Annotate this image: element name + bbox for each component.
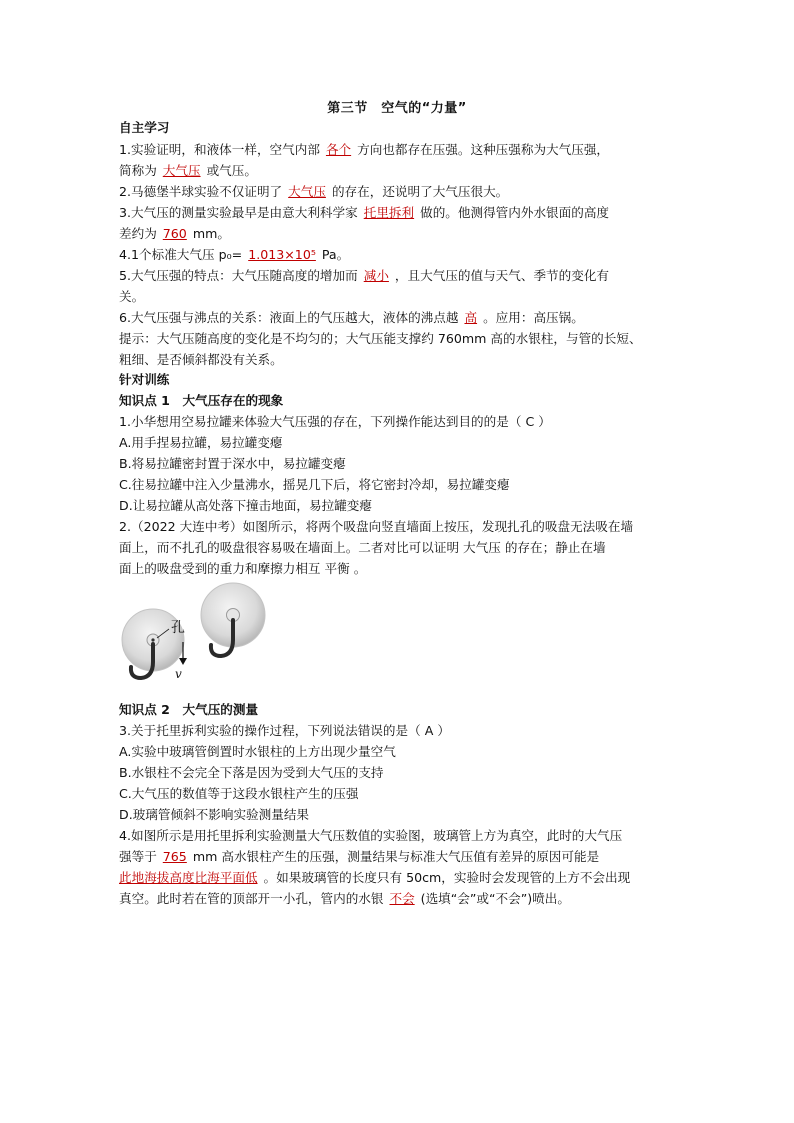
p4-line-4 (119, 888, 679, 909)
text: 做的。他测得管内外水银面的高度 (420, 205, 609, 220)
p1-option-c: C.往易拉罐中注入少量沸水，摇晃几下后，将它密封冷却，易拉罐变瘪 (119, 477, 510, 492)
text: ） (437, 723, 450, 738)
text: ，且大气压的值与天气、季节的变化有 (394, 268, 609, 283)
answer-blank: 760 (162, 226, 187, 241)
knowledge-point-2: 知识点 2 大气压的测量 (119, 702, 259, 717)
q5-line-2: 关。 (119, 289, 145, 304)
answer-blank: 1.013×10⁵ (248, 247, 316, 262)
text: 1.小华想用空易拉罐来体验大气压强的存在，下列操作能达到目的的是（ (119, 414, 522, 429)
text: mm。 (192, 226, 230, 241)
text: 的存在，还说明了大气压很大。 (331, 184, 509, 199)
text: 。 (353, 561, 367, 576)
p2-line-3 (119, 558, 679, 579)
p4-line-2 (119, 846, 679, 867)
answer-blank: 765 (162, 849, 187, 864)
text: 。应用：高压锅。 (483, 310, 584, 325)
text: 5.大气压强的特点：大气压随高度的增加而 (119, 268, 358, 283)
q5-line-1 (119, 265, 679, 286)
text: 或气压。 (206, 163, 257, 178)
hole (151, 638, 154, 641)
answer-blank: 减小 (363, 268, 389, 283)
text: 简称为 (119, 163, 157, 178)
tip-line-2: 粗细、是否倾斜都没有关系。 (119, 352, 283, 367)
answer-blank: 托里拆利 (363, 205, 415, 220)
p1-option-a: A.用手捏易拉罐，易拉罐变瘪 (119, 435, 283, 450)
text: Pa。 (321, 247, 350, 262)
q2-line (119, 181, 679, 202)
p3-option-b: B.水银柱不会完全下落是因为受到大气压的支持 (119, 765, 384, 780)
q1-line-1 (119, 139, 679, 160)
p3-stem (119, 720, 679, 741)
text: 真空。此时若在管的顶部开一小孔，管内的水银 (119, 891, 384, 906)
text: 6.大气压强与沸点的关系：液面上的气压越大，液体的沸点越 (119, 310, 459, 325)
page-title: 第三节 空气的“力量” (327, 101, 467, 116)
text: 方向也都存在压强。这种压强称为大气压强， (357, 142, 609, 157)
text: ） (538, 414, 551, 429)
text: 面上的吸盘受到的重力和摩擦力相互 (119, 561, 321, 576)
text: 3.关于托里拆利实验的操作过程，下列说法错误的是（ (119, 723, 421, 738)
text: mm 高水银柱产生的压强，测量结果与标准大气压值有差异的原因可能是 (192, 849, 600, 864)
text: 2.马德堡半球实验不仅证明了 (119, 184, 283, 199)
q6-line (119, 307, 679, 328)
p3-option-c: C.大气压的数值等于这段水银柱产生的压强 (119, 786, 359, 801)
text: 1.实验证明，和液体一样，空气内部 (119, 142, 320, 157)
section-self-study: 自主学习 (119, 120, 170, 135)
answer-blank: 此地海拔高度比海平面低 (119, 870, 258, 885)
hole-label: 孔 (171, 620, 185, 636)
answer-blank: 大气压 (463, 540, 501, 555)
p1-option-d: D.让易拉罐从高处落下撞击地面，易拉罐变瘪 (119, 498, 372, 513)
p1-stem (119, 411, 679, 432)
text: 的存在；静止在墙 (504, 540, 606, 555)
section-training: 针对训练 (119, 372, 170, 387)
q1-line-2 (119, 160, 679, 181)
text: 差约为 (119, 226, 157, 241)
p1-option-b: B.将易拉罐密封置于深水中，易拉罐变瘪 (119, 456, 346, 471)
suction-cup-figure (121, 578, 271, 693)
p3-option-d: D.玻璃管倾斜不影响实验测量结果 (119, 807, 310, 822)
answer-blank: 各个 (325, 142, 352, 157)
answer-blank: 大气压 (288, 184, 326, 199)
answer-choice: A (424, 723, 434, 738)
p4-line-1: 4.如图所示是用托里拆利实验测量大气压数值的实验图，玻璃管上方为真空，此时的大气压 (119, 828, 623, 843)
q3-line-1 (119, 202, 679, 223)
text: 。如果玻璃管的长度只有 50cm，实验时会发现管的上方不会出现 (263, 870, 631, 885)
knowledge-point-1: 知识点 1 大气压存在的现象 (119, 393, 284, 408)
p2-line-1: 2.（2022 大连中考）如图所示，将两个吸盘向竖直墙面上按压，发现扎孔的吸盘无法吸在墙 (119, 519, 634, 534)
text: 4.1个标准大气压 p₀= (119, 247, 243, 262)
text: 面上，而不扎孔的吸盘很容易吸在墙面上。二者对比可以证明 (119, 540, 460, 555)
answer-blank: 高 (464, 310, 478, 325)
q4-line (119, 244, 679, 265)
text: 3.大气压的测量实验最早是由意大利科学家 (119, 205, 358, 220)
answer-choice: C (525, 414, 535, 429)
p3-option-a: A.实验中玻璃管倒置时水银柱的上方出现少量空气 (119, 744, 396, 759)
text: 强等于 (119, 849, 157, 864)
velocity-label: v (175, 667, 182, 681)
answer-blank: 不会 (389, 891, 415, 906)
text: (选填“会”或“不会”)喷出。 (420, 891, 570, 906)
answer-blank: 大气压 (162, 163, 201, 178)
answer-blank: 平衡 (324, 561, 350, 576)
tip-line-1: 提示：大气压随高度的变化是不均匀的；大气压能支撑约 760mm 高的水银柱，与管的长短、 (119, 331, 642, 346)
p4-line-3 (119, 867, 679, 888)
p2-line-2 (119, 537, 679, 558)
q3-line-2 (119, 223, 679, 244)
